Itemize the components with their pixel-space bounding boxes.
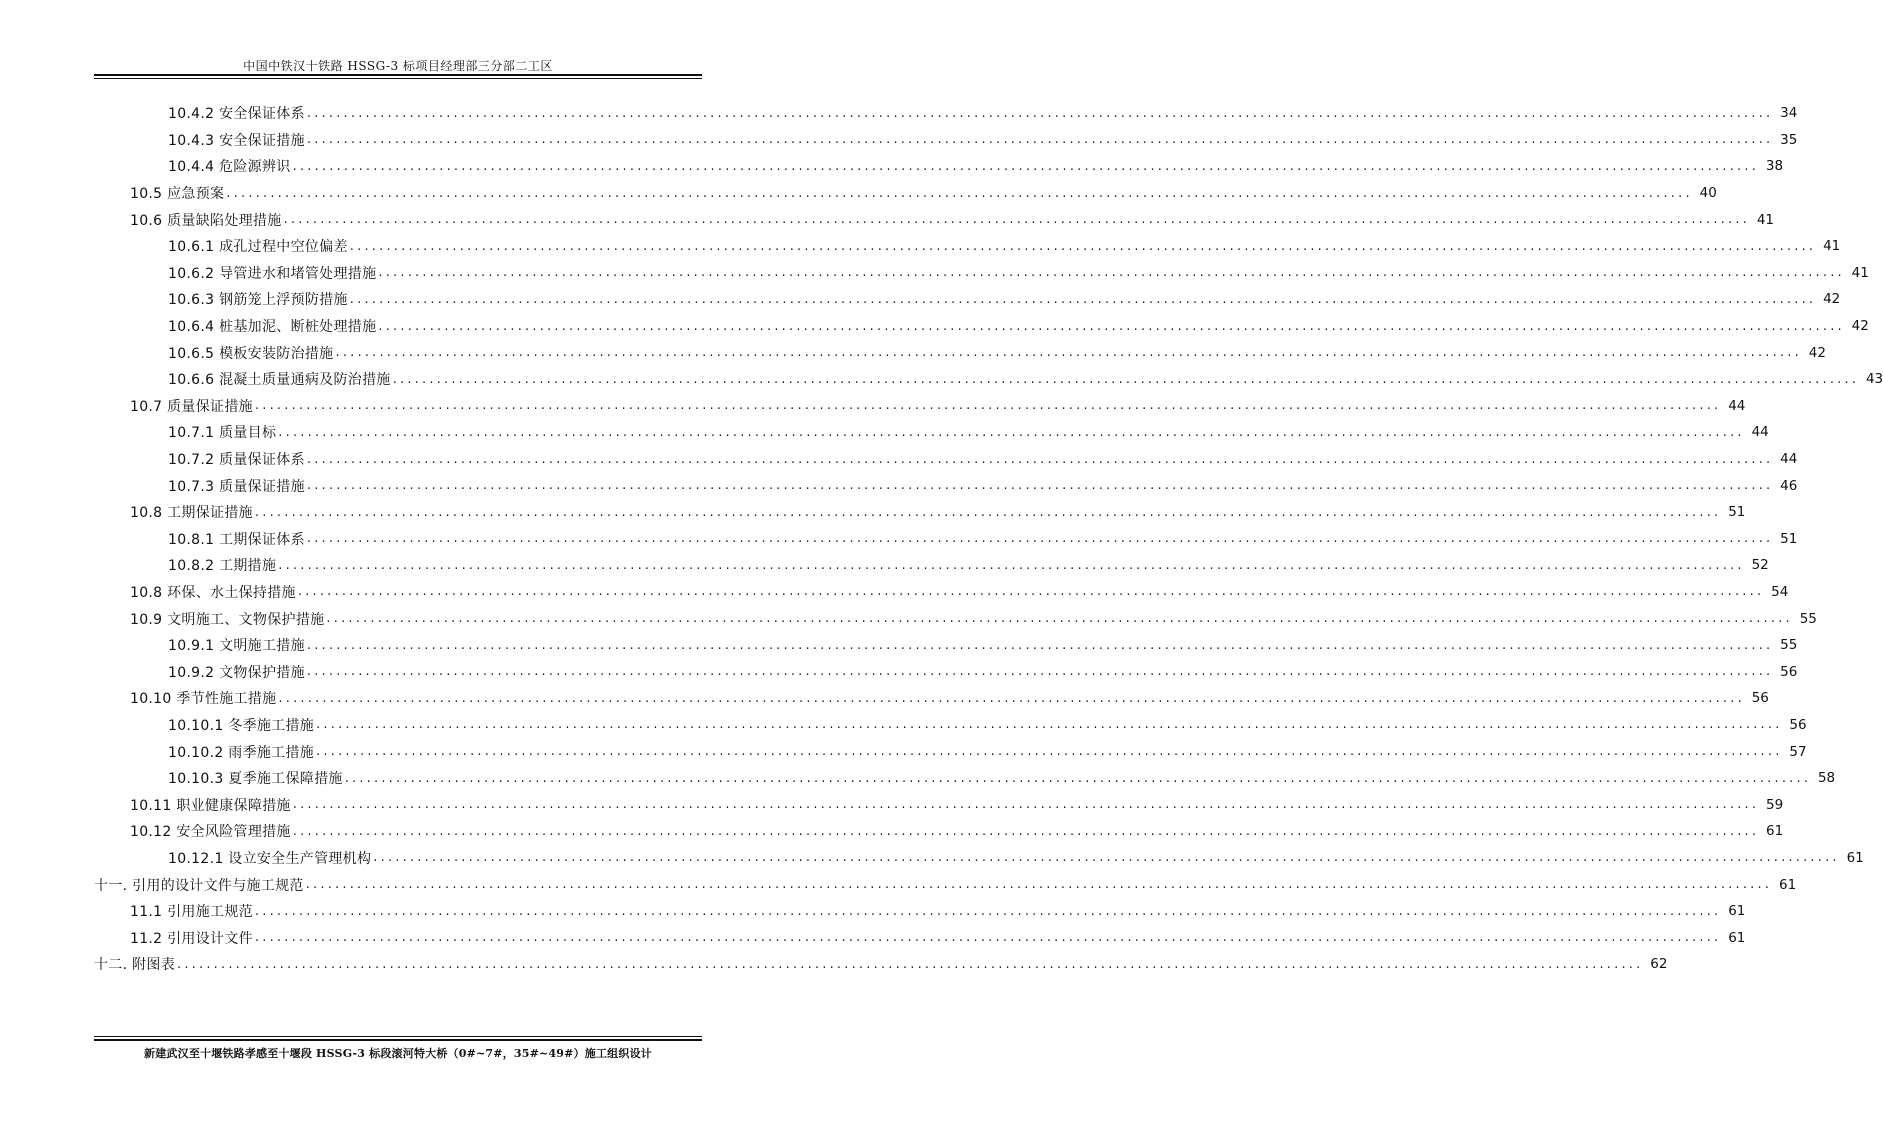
- toc-entry[interactable]: [0, 552, 1769, 579]
- toc-entry-title: 10.5 应急预案: [130, 186, 225, 203]
- toc-entry[interactable]: [0, 393, 1746, 420]
- toc-entry-title: 10.8.2 工期措施: [168, 558, 277, 575]
- toc-entry-page-number: 41: [1851, 264, 1869, 281]
- toc-entry[interactable]: [0, 924, 1746, 951]
- toc-dot-leader: ........................................................................................................................................................................................................: [306, 105, 1774, 121]
- toc-entry-page-number: 42: [1823, 291, 1841, 308]
- toc-entry[interactable]: [0, 286, 1841, 313]
- page-header: 中国中铁汉十铁路 HSSG-3 标项目经理部三分部二工区: [243, 59, 553, 73]
- toc-entry[interactable]: [0, 605, 1817, 632]
- toc-dot-leader: ........................................................................................................................................................................................................: [177, 956, 1644, 972]
- toc-entry-title: 10.9.2 文物保护措施: [168, 664, 305, 681]
- toc-entry-page-number: 56: [1789, 716, 1807, 733]
- toc-entry-page-number: 44: [1751, 424, 1769, 441]
- toc-entry-title: 10.10 季节性施工措施: [130, 691, 277, 708]
- toc-dot-leader: ........................................................................................................................................................................................................: [283, 212, 1750, 228]
- toc-dot-leader: ........................................................................................................................................................................................................: [305, 877, 1773, 893]
- toc-entry-page-number: 51: [1728, 504, 1746, 521]
- toc-entry[interactable]: [0, 526, 1798, 553]
- toc-entry-page-number: 44: [1780, 451, 1798, 468]
- toc-entry-page-number: 38: [1765, 158, 1784, 175]
- toc-entry[interactable]: [0, 100, 1798, 127]
- toc-entry-title: 10.11 职业健康保障措施: [130, 797, 291, 814]
- toc-dot-leader: ........................................................................................................................................................................................................: [297, 584, 1765, 600]
- toc-entry-page-number: 56: [1751, 690, 1769, 707]
- toc-entry-title: 10.6.3 钢筋笼上浮预防措施: [168, 292, 348, 309]
- toc-dot-leader: ........................................................................................................................................................................................................: [378, 318, 1845, 334]
- toc-entry-page-number: 61: [1728, 929, 1746, 946]
- toc-entry[interactable]: [0, 419, 1769, 446]
- toc-dot-leader: ........................................................................................................................................................................................................: [292, 797, 1760, 813]
- toc-entry-page-number: 46: [1780, 477, 1798, 494]
- toc-entry[interactable]: [0, 446, 1798, 473]
- footer-rule: [94, 1039, 702, 1041]
- toc-dot-leader: ........................................................................................................................................................................................................: [254, 930, 1722, 946]
- toc-entry[interactable]: [0, 339, 1826, 366]
- toc-entry[interactable]: [0, 951, 1668, 978]
- toc-entry-title: 10.7 质量保证措施: [130, 398, 253, 415]
- toc-entry-page-number: 41: [1823, 238, 1841, 255]
- toc-entry[interactable]: [0, 206, 1774, 233]
- toc-entry[interactable]: [0, 738, 1807, 765]
- toc-entry-page-number: 54: [1771, 583, 1789, 600]
- toc-entry-title: 10.7.1 质量目标: [168, 425, 277, 442]
- toc-entry-page-number: 61: [1766, 823, 1784, 840]
- toc-dot-leader: ........................................................................................................................................................................................................: [306, 531, 1774, 547]
- toc-entry-title: 10.12.1 设立安全生产管理机构: [168, 850, 372, 867]
- toc-entry-page-number: 42: [1808, 344, 1826, 361]
- toc-entry[interactable]: [0, 658, 1798, 685]
- toc-entry-page-number: 43: [1865, 371, 1883, 388]
- toc-dot-leader: ........................................................................................................................................................................................................: [278, 690, 1745, 706]
- toc-entry-title: 10.10.2 雨季施工措施: [168, 744, 315, 761]
- toc-entry-title: 10.6 质量缺陷处理措施: [130, 212, 282, 229]
- toc-dot-leader: ........................................................................................................................................................................................................: [373, 850, 1840, 866]
- toc-entry[interactable]: [0, 712, 1807, 739]
- toc-entry[interactable]: [0, 871, 1797, 898]
- toc-entry-title: 10.6.6 混凝土质量通病及防治措施: [168, 372, 391, 389]
- toc-entry[interactable]: [0, 499, 1746, 526]
- toc-dot-leader: ........................................................................................................................................................................................................: [278, 424, 1745, 440]
- toc-entry-page-number: 58: [1817, 770, 1836, 787]
- toc-entry[interactable]: [0, 366, 1883, 393]
- toc-entry-title: 10.6.4 桩基加泥、断桩处理措施: [168, 319, 377, 336]
- toc-entry-title: 10.9.1 文明施工措施: [168, 638, 305, 655]
- toc-entry[interactable]: [0, 313, 1869, 340]
- toc-dot-leader: ........................................................................................................................................................................................................: [378, 265, 1845, 281]
- toc-entry-page-number: 42: [1851, 318, 1869, 335]
- toc-dot-leader: ........................................................................................................................................................................................................: [306, 132, 1774, 148]
- toc-dot-leader: ........................................................................................................................................................................................................: [254, 504, 1722, 520]
- toc-dot-leader: ........................................................................................................................................................................................................: [316, 744, 1783, 760]
- toc-entry-page-number: 41: [1756, 211, 1774, 228]
- toc-entry-title: 10.8.1 工期保证体系: [168, 531, 305, 548]
- toc-dot-leader: ........................................................................................................................................................................................................: [278, 557, 1745, 573]
- toc-entry[interactable]: [0, 180, 1717, 207]
- toc-entry[interactable]: [0, 818, 1784, 845]
- table-of-contents: [0, 100, 1883, 978]
- toc-entry-page-number: 35: [1780, 131, 1798, 148]
- toc-entry[interactable]: [0, 685, 1769, 712]
- toc-entry[interactable]: [0, 260, 1869, 287]
- toc-entry-title: 10.4.3 安全保证措施: [168, 132, 305, 149]
- toc-entry[interactable]: [0, 845, 1864, 872]
- toc-dot-leader: ........................................................................................................................................................................................................: [344, 770, 1812, 786]
- toc-entry-page-number: 61: [1778, 876, 1797, 893]
- toc-dot-leader: ........................................................................................................................................................................................................: [335, 345, 1802, 361]
- toc-entry[interactable]: [0, 898, 1746, 925]
- toc-dot-leader: ........................................................................................................................................................................................................: [292, 823, 1760, 839]
- toc-entry[interactable]: [0, 632, 1798, 659]
- toc-dot-leader: ........................................................................................................................................................................................................: [306, 637, 1774, 653]
- toc-dot-leader: ........................................................................................................................................................................................................: [316, 717, 1783, 733]
- toc-entry-title: 十二. 附图表: [94, 957, 175, 974]
- page-footer: 新建武汉至十堰铁路孝感至十堰段 HSSG-3 标段滚河特大桥（0#~7#，35#~49#）施工组织设计: [144, 1047, 652, 1060]
- toc-dot-leader: ........................................................................................................................................................................................................: [306, 451, 1774, 467]
- toc-entry-page-number: 34: [1780, 105, 1798, 122]
- toc-dot-leader: ........................................................................................................................................................................................................: [306, 664, 1774, 680]
- toc-dot-leader: ........................................................................................................................................................................................................: [226, 185, 1693, 201]
- toc-entry[interactable]: [0, 579, 1789, 606]
- footer-rule-secondary: [94, 1036, 702, 1037]
- toc-entry-page-number: 56: [1780, 663, 1798, 680]
- toc-entry-title: 10.6.5 模板安装防治措施: [168, 345, 334, 362]
- toc-entry-title: 10.12 安全风险管理措施: [130, 824, 291, 841]
- toc-entry-title: 10.6.2 导管进水和堵管处理措施: [168, 265, 377, 282]
- toc-entry-title: 10.7.2 质量保证体系: [168, 452, 305, 469]
- toc-entry-title: 11.1 引用施工规范: [130, 904, 253, 921]
- toc-entry-title: 十一. 引用的设计文件与施工规范: [94, 877, 304, 894]
- toc-dot-leader: ........................................................................................................................................................................................................: [349, 291, 1817, 307]
- toc-entry-page-number: 52: [1751, 557, 1769, 574]
- toc-entry-page-number: 62: [1650, 956, 1668, 973]
- toc-entry-title: 10.10.1 冬季施工措施: [168, 717, 315, 734]
- toc-entry[interactable]: [0, 472, 1798, 499]
- toc-entry-page-number: 40: [1699, 185, 1717, 202]
- toc-entry-title: 11.2 引用设计文件: [130, 930, 253, 947]
- toc-entry-page-number: 61: [1846, 849, 1864, 866]
- toc-entry-page-number: 44: [1728, 397, 1746, 414]
- toc-entry-title: 10.7.3 质量保证措施: [168, 478, 305, 495]
- toc-entry-page-number: 57: [1789, 743, 1807, 760]
- toc-dot-leader: ........................................................................................................................................................................................................: [292, 158, 1760, 174]
- toc-entry-page-number: 55: [1780, 637, 1798, 654]
- toc-dot-leader: ........................................................................................................................................................................................................: [254, 903, 1722, 919]
- toc-entry-page-number: 61: [1728, 903, 1746, 920]
- toc-entry-title: 10.8 工期保证措施: [130, 505, 253, 522]
- toc-entry[interactable]: [0, 127, 1798, 154]
- toc-entry-title: 10.10.3 夏季施工保障措施: [168, 771, 343, 788]
- toc-entry[interactable]: [0, 233, 1841, 260]
- toc-dot-leader: ........................................................................................................................................................................................................: [392, 371, 1860, 387]
- header-rule-secondary: [94, 78, 702, 79]
- toc-entry[interactable]: [0, 153, 1784, 180]
- toc-entry[interactable]: [0, 765, 1836, 792]
- toc-dot-leader: ........................................................................................................................................................................................................: [254, 398, 1722, 414]
- toc-entry-title: 10.4.4 危险源辨识: [168, 159, 291, 176]
- toc-entry-page-number: 51: [1780, 530, 1798, 547]
- header-rule: [94, 74, 702, 76]
- toc-entry-page-number: 59: [1766, 796, 1784, 813]
- toc-dot-leader: ........................................................................................................................................................................................................: [326, 611, 1793, 627]
- toc-entry-title: 10.8 环保、水土保持措施: [130, 584, 296, 601]
- toc-entry[interactable]: [0, 791, 1784, 818]
- toc-dot-leader: ........................................................................................................................................................................................................: [306, 478, 1774, 494]
- toc-entry-title: 10.4.2 安全保证体系: [168, 106, 305, 123]
- toc-dot-leader: ........................................................................................................................................................................................................: [349, 238, 1817, 254]
- toc-entry-title: 10.9 文明施工、文物保护措施: [130, 611, 325, 628]
- toc-entry-title: 10.6.1 成孔过程中空位偏差: [168, 239, 348, 256]
- toc-entry-page-number: 55: [1799, 610, 1817, 627]
